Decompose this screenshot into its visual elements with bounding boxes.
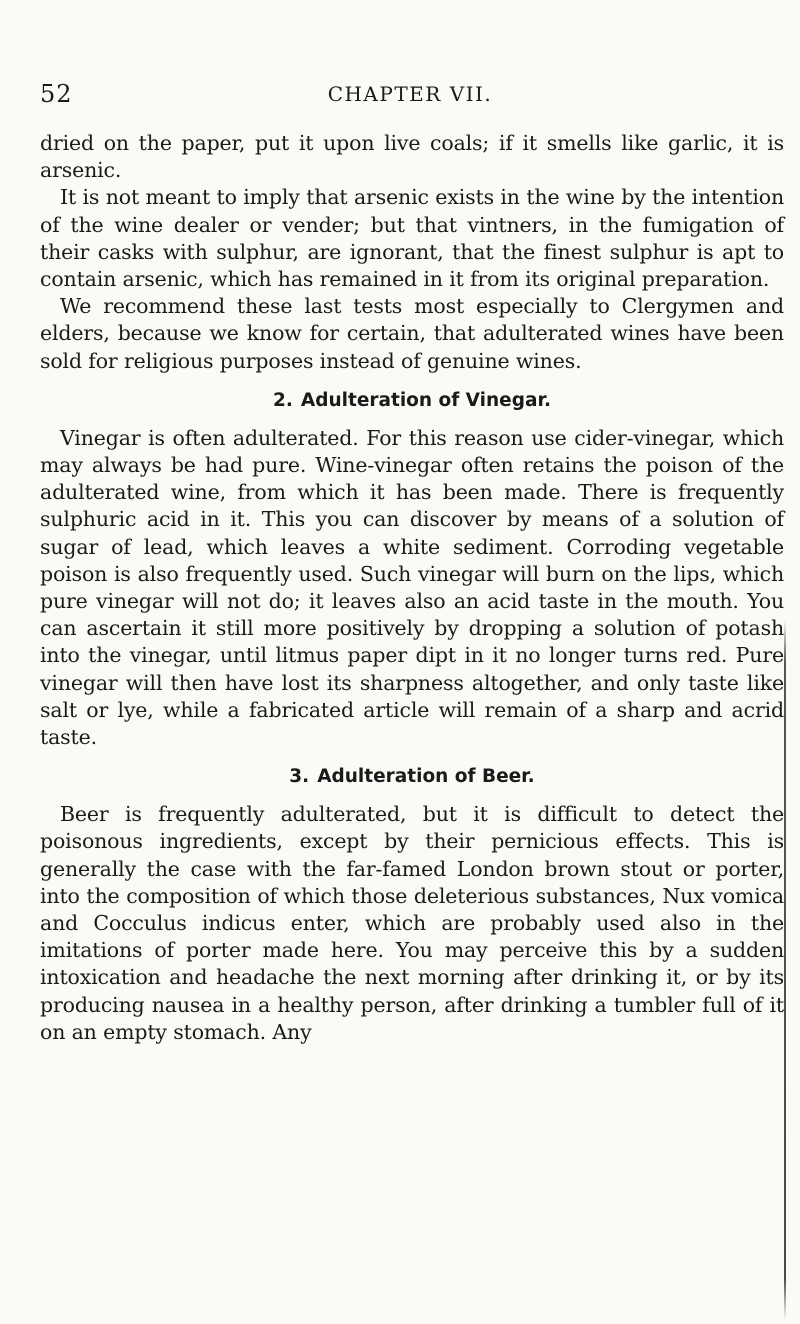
running-head [40,80,780,110]
paragraph-recommendation: We recommend these last tests most especially to Clergymen and elders, because we know for certain, that adulterated wines have been sold for religious purposes instead of genuine wines. [40,294,784,373]
section-title: Adulteration of Vinegar. [300,389,551,411]
page-body [40,130,784,1046]
paragraph-continued: dried on the paper, put it upon live coals; if it smells like garlic, it is arsenic. [40,131,784,183]
page-number: 52 [40,80,73,108]
section-number: 2. [273,389,293,411]
paragraph-arsenic-note: It is not meant to imply that arsenic exists in the wine by the intention of the wine dealer or vender; but that vintners, in the fumigation of their casks with sulphur, are ignorant, that the finest sulphur is apt to contain arsenic, which has remained in it from its original preparation. [40,185,784,292]
section-title: Adulteration of Beer. [317,766,535,788]
scan-page-edge [784,620,786,1320]
section-heading-vinegar [40,389,784,413]
paragraph-vinegar: Vinegar is often adulterated. For this reason use cider-vinegar, which may always be had pure. Wine-vinegar often retains the poison of the adulterated wine, from which it has been made. There is frequently sulphuric acid in it. This you can discover by means of a solution of sugar of lead, which leaves a white sediment. Corroding vegetable poison is also frequently used. Such vinegar will burn on the lips, which pure vinegar will not do; it leaves also an acid taste in the mouth. You can ascertain it still more positively by dropping a solution of potash into the vinegar, until litmus paper dipt in it no longer turns red. Pure vinegar will then have lost its sharpness altogether, and only taste like salt or lye, while a fabricated article will remain of a sharp and acrid taste. [40,425,784,750]
chapter-title: CHAPTER VII. [327,82,493,106]
section-number: 3. [289,766,310,788]
section-heading-beer [40,765,784,789]
paragraph-beer: Beer is frequently adulterated, but it is difficult to detect the poisonous ingredients, except by their pernicious effects. This is generally the case with the far-famed London brown stout or porter, into the composition of which those deleterious substances, Nux vomica and Cocculus indicus enter, which are probably used also in the imitations of porter made here. You may perceive this by a sudden intoxication and headache the next morning after drinking it, or by its producing nausea in a healthy person, after drinking a tumbler full of it on an empty stomach. Any [40,802,784,1044]
